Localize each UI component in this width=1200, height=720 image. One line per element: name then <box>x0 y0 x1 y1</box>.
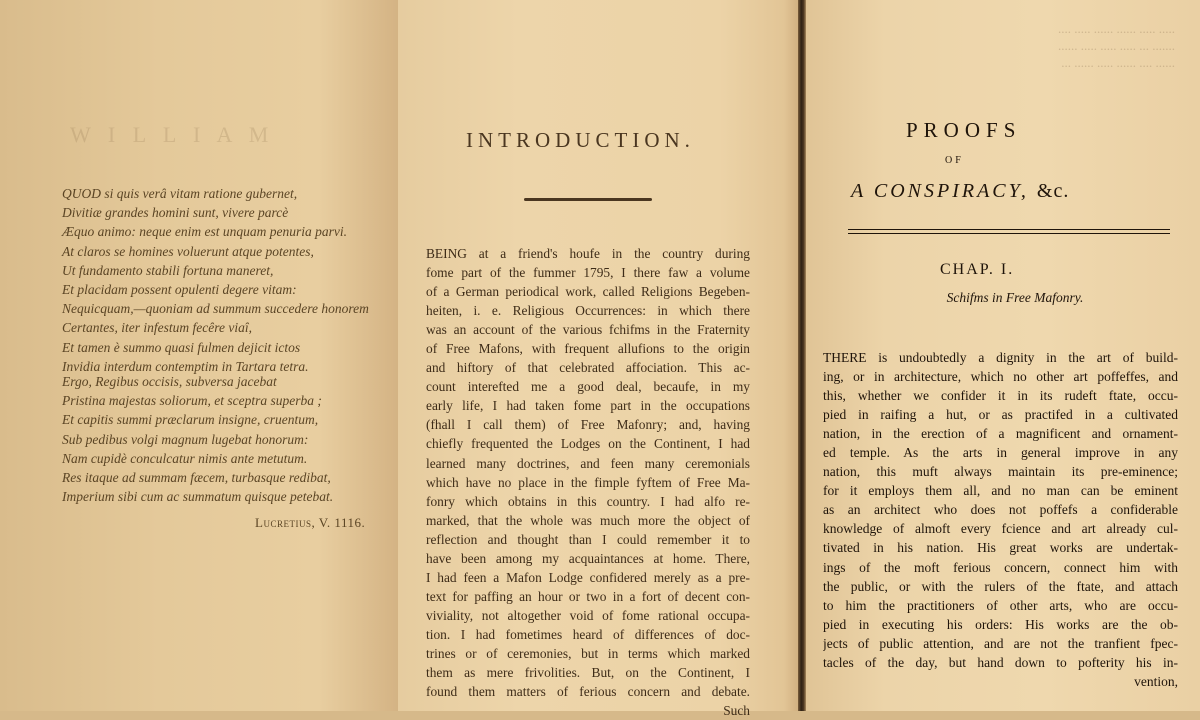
chapter-body <box>823 348 1178 691</box>
text-line: have been among my acquaintances at home. There, <box>426 550 750 566</box>
chapter-heading: CHAP. I. <box>940 261 1015 278</box>
verse-line: Pristina majestas soliorum, et sceptra superba ; <box>62 393 322 409</box>
double-rule <box>848 229 1170 234</box>
text-line: this, whether we confider it in its rudeft ftate, occu- <box>823 388 1178 404</box>
title-of: OF <box>945 155 964 166</box>
text-line: which have no place in the fimple fyftem of Free Ma- <box>426 474 750 490</box>
text-line: heiten, i. e. Religious Occurrences: in which there <box>426 303 750 319</box>
text-line: knowledge of almoft every fcience and art already cul- <box>823 521 1178 537</box>
catchword: vention, <box>1134 673 1178 689</box>
text-line: early life, I had taken fome part in the occupations <box>426 398 750 414</box>
text-line: count interefted me a good deal, becaufe, in my <box>426 379 750 395</box>
text-line: viviality, not altogether void of fome rational occupa- <box>426 607 750 623</box>
text-line: pied in raifing a hut, or as practifed in a cultivated <box>823 407 1178 423</box>
text-line: reflection and thought than I could remember it to <box>426 531 750 547</box>
text-line: tivated in his nation. His great works are undertak- <box>823 540 1178 556</box>
text-line: for it employs them all, and no man can be eminent <box>823 483 1178 499</box>
text-line: as an architect who does not poffefs a confiderable <box>823 502 1178 518</box>
bleed-through-text: W I L L I A M <box>70 122 275 147</box>
verse-attribution: Lucretius, V. 1116. <box>255 515 366 530</box>
text-line: nation, this muft always maintain its pre-eminence; <box>823 464 1178 480</box>
text-line: pied in executing his orders: His works are the ob- <box>823 616 1178 632</box>
verse-line: Æquo animo: neque enim est unquam penuria parvi. <box>62 224 347 240</box>
title-etc: &c. <box>1036 180 1070 202</box>
verse-line: Nam cupidè conculcatur nimis ante metutum. <box>62 450 308 466</box>
text-line: nation, in the erection of a magnificent and ornament- <box>823 426 1178 442</box>
verse-line: QUOD si quis verâ vitam ratione gubernet, <box>62 186 298 201</box>
text-line: (fhall I call them) of Free Mafonry; and, having <box>426 417 750 433</box>
verse-line: Res itaque ad summam fæcem, turbasque redibat, <box>62 469 331 485</box>
text-line: the public, or with the rulers of the ftate, and attach <box>823 578 1178 594</box>
verse-line: Ergo, Regibus occisis, subversa jacebat <box>62 374 277 389</box>
text-line: trines or of ceremonies, but in terms which marked <box>426 645 750 661</box>
text-line: ed temple. As the arts in general improve in any <box>823 445 1178 461</box>
introduction-heading: INTRODUCTION. <box>466 128 695 152</box>
verse-line: Et capitis summi præclarum insigne, cruentum, <box>62 412 319 428</box>
verse-stanza-1 <box>62 184 382 376</box>
verse-line: Ut fundamento stabili fortuna maneret, <box>62 262 274 278</box>
verse-line: Nequicquam,—quoniam ad summum succedere honorem <box>62 301 369 317</box>
text-line: ing, or in architecture, which no other art poffeffes, and <box>823 369 1178 385</box>
text-line: BEING at a friend's houfe in the country during <box>426 246 750 261</box>
text-line: text for paffing an hour or two in a fort of decent con- <box>426 588 750 604</box>
text-line: of a German periodical work, called Religions Begeben- <box>426 284 750 300</box>
text-line: them as mere frivolities. But, on the Continent, I <box>426 665 750 681</box>
verse-line: Et tamen è summo quasi fulmen dejicit ictos <box>62 339 301 355</box>
verse-stanza-2 <box>62 372 382 506</box>
text-line: and hiftory of that celebrated affociation. This ac- <box>426 360 750 376</box>
text-line: marked, that the whole was much more the object of <box>426 512 750 528</box>
text-line: to him the practitioners of other arts, who are occu- <box>823 597 1178 613</box>
text-line: fome part of the fummer 1795, I there faw a volume <box>426 265 750 281</box>
verse-line: Divitiæ grandes homini sunt, vivere parcè <box>62 205 289 221</box>
text-line: THERE is undoubtedly a dignity in the art of build- <box>823 350 1178 365</box>
verse-line: At claros se homines voluerunt atque potentes, <box>62 243 314 259</box>
text-line: ings of the moft ferious concern, connect him with <box>823 559 1178 575</box>
chapter-subtitle: Schifms in Free Mafonry. <box>946 290 1084 305</box>
text-line: I had feen a Mafon Lodge confidered merely as a pre- <box>426 569 750 585</box>
title-proofs: PROOFS <box>906 118 1022 142</box>
catchword: Such <box>723 703 750 719</box>
text-line: found them matters of ferious concern and debate. <box>426 684 750 700</box>
introduction-body <box>426 244 750 720</box>
verse-line: Sub pedibus volgi magnum lugebat honorum: <box>62 431 309 447</box>
verse-line: Certantes, iter infestum fecêre viaî, <box>62 320 252 336</box>
decorative-rule <box>524 198 652 201</box>
text-line: tion. I had fometimes heard of differences of doc- <box>426 626 750 642</box>
verse-line: Imperium sibi cum ac summatum quisque petebat. <box>62 489 334 505</box>
text-line: tacles of the day, but hand down to pofterity his in- <box>823 654 1178 670</box>
text-line: learned many doctrines, and feen many ceremonials <box>426 455 750 471</box>
title-conspiracy-text: A CONSPIRACY, <box>851 180 1029 202</box>
title-conspiracy <box>851 180 1069 203</box>
book-gutter <box>798 0 806 711</box>
verse-line: Invidia interdum contemptim in Tartara tetra. <box>62 358 309 374</box>
verse-line: Et placidam possent opulenti degere vitam: <box>62 281 297 297</box>
text-line: chiefly frequented the Lodges on the Continent, I had <box>426 436 750 452</box>
text-line: jects of public attention, and are not the tranfient fpec- <box>823 635 1178 651</box>
text-line: was an account of the various fchifms in the Fraternity <box>426 322 750 338</box>
text-line: fonry which obtains in this country. I had alfo re- <box>426 493 750 509</box>
bleed-through-text: ..... ..... ...... ...... ..... .... ....... ... ..... ..... ..... ...... ...... .... ...... ..... ...... ... <box>1058 21 1175 70</box>
text-line: of Free Mafons, with frequent allufions to the origin <box>426 341 750 357</box>
